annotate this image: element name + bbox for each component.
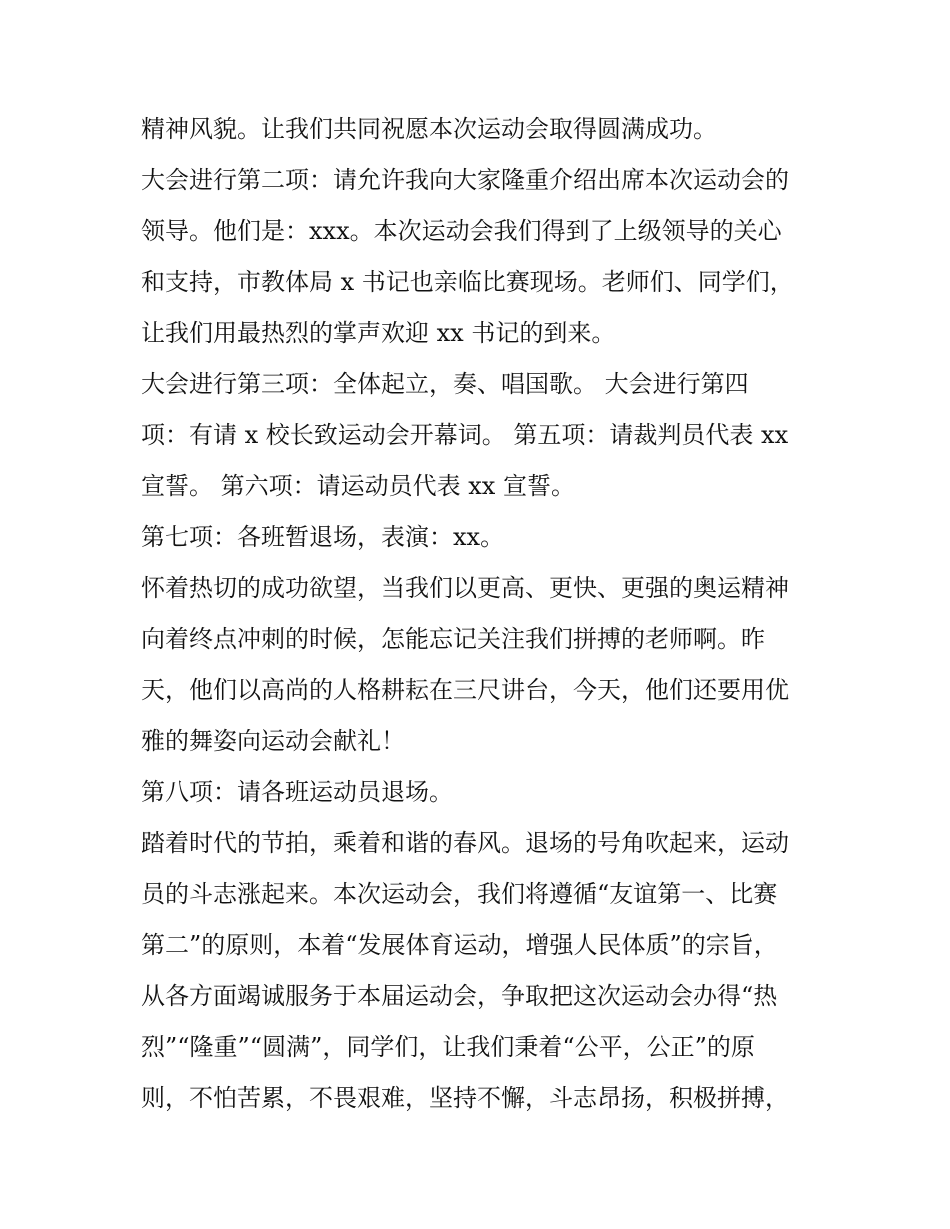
text-line-6: 大会进行第三项：全体起立，奏、唱国歌。 大会进行第四 xyxy=(141,370,749,398)
text-line-1: 精神风貌。让我们共同祝愿本次运动会取得圆满成功。 xyxy=(141,115,717,143)
text-line-13: 雅的舞姿向运动会献礼！ xyxy=(141,727,405,755)
text-line-18: 从各方面竭诚服务于本届运动会，争取把这次运动会办得“热 xyxy=(141,982,778,1010)
text-line-8: 宣誓。 第六项：请运动员代表 xx 宣誓。 xyxy=(141,472,575,500)
text-line-3: 领导。他们是：xxx。本次运动会我们得到了上级领导的关心 xyxy=(141,217,782,245)
text-line-4: 和支持，市教体局 x 书记也亲临比赛现场。老师们、同学们， xyxy=(141,268,794,296)
text-line-19: 烈”“隆重”“圆满”，同学们，让我们秉着“公平，公正”的原 xyxy=(141,1033,755,1061)
text-line-12: 天，他们以高尚的人格耕耘在三尺讲台，今天，他们还要用优 xyxy=(141,676,789,704)
text-line-16: 员的斗志涨起来。本次运动会，我们将遵循“友谊第一、比赛 xyxy=(141,880,778,908)
text-line-7: 项：有请 x 校长致运动会开幕词。 第五项：请裁判员代表 xx xyxy=(141,421,789,449)
text-line-11: 向着终点冲刺的时候，怎能忘记关注我们拼搏的老师啊。昨 xyxy=(141,625,765,653)
text-line-2: 大会进行第二项：请允许我向大家隆重介绍出席本次运动会的 xyxy=(141,166,789,194)
text-line-15: 踏着时代的节拍，乘着和谐的春风。退场的号角吹起来，运动 xyxy=(141,829,789,857)
text-line-9: 第七项：各班暂退场，表演：xx。 xyxy=(141,523,505,551)
text-line-14: 第八项：请各班运动员退场。 xyxy=(141,778,453,806)
text-line-10: 怀着热切的成功欲望，当我们以更高、更快、更强的奥运精神 xyxy=(141,574,789,602)
text-line-5: 让我们用最热烈的掌声欢迎 xx 书记的到来。 xyxy=(141,319,616,347)
text-line-20: 则，不怕苦累，不畏艰难，坚持不懈，斗志昂扬，积极拼搏， xyxy=(141,1084,789,1112)
text-line-17: 第二”的原则，本着“发展体育运动，增强人民体质”的宗旨， xyxy=(141,931,778,959)
